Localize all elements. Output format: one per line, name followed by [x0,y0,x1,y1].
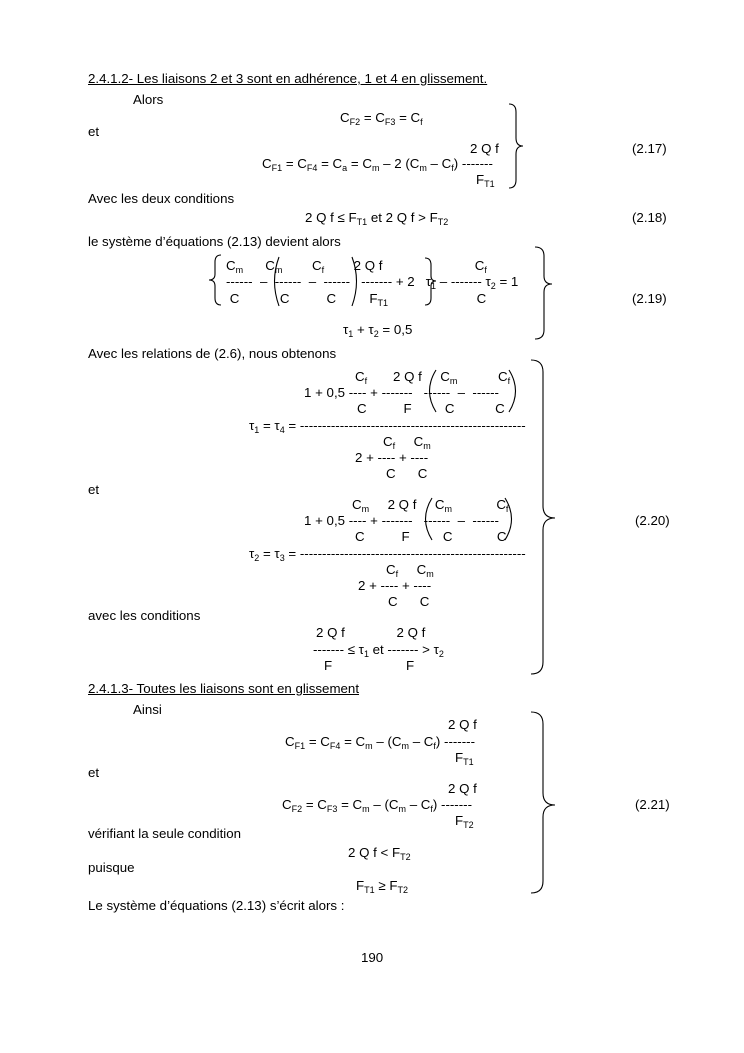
tau14-denominator-middle: 2 + ---- + ---- [355,450,429,465]
tau14-fraction-line: $\tau_1 = \tau_4$ = --------------------------------------------------- [249,418,526,435]
fraction-numerator-2qf: 2 Q f [470,141,499,156]
tau14-denominator-top: $C_f$ $C_m$ [383,434,431,451]
brace-2-17 [509,104,523,188]
equation-number-2-21: (2.21) [635,797,670,812]
condition-top: 2 Q f 2 Q f [316,625,426,640]
condition-ft1-ft2: $F_{T1} \ge F_{T2}$ [356,878,408,895]
text-et-2: et [88,482,100,497]
tau14-numerator-middle: 1 + 0,5 ---- + ------- ------ – ------ [304,385,499,400]
section-heading-2-4-1-2: 2.4.1.2- Les liaisons 2 et 3 sont en adhérence, 1 et 4 en glissement. [88,71,488,86]
page-number: 190 [361,950,384,965]
text-systeme-ecrit: Le système d’équations (2.13) s’écrit alors : [88,898,345,913]
tau23-numerator-middle: 1 + 0,5 ---- + ------- ------ – ------ [304,513,499,528]
tau23-denominator-bottom: C C [388,594,430,609]
text-avec-relations: Avec les relations de (2.6), nous obtenons [88,346,337,361]
condition-bottom: F F [324,658,415,673]
equation-tau-sum: $\tau_1 + \tau_2 = 0,5$ [343,322,413,339]
paren-2-19-left [275,257,280,306]
paren-tau23-left [426,498,433,540]
brace-2-20 [531,360,555,674]
tau14-numerator-top: $C_f$ 2 Q f $C_m$ $C_f$ [355,369,511,386]
fraction1-numerator: 2 Q f [448,717,477,732]
conditions-2-18: 2 Q $f \le F_{T1}$ et 2 Q $f > F_{T2}$ [305,210,449,227]
tau23-denominator-top: $C_f$ $C_m$ [386,562,434,579]
fraction2-numerator: 2 Q f [448,781,477,796]
tau23-denominator-middle: 2 + ---- + ---- [358,578,432,593]
paren-tau23-right [505,498,512,540]
text-avec-deux-conditions: Avec les deux conditions [88,191,235,206]
equation-cf2-cf3-glissement: $C_{F2} = C_{F3} = C_m - (C_m - C_f)$ ------- [282,797,473,814]
text-puisque: puisque [88,860,135,875]
equation-number-2-17: (2.17) [632,141,667,156]
equation-number-2-19: (2.19) [632,291,667,306]
condition-middle: ------- ≤ $\tau_1$ et ------- > $\tau_2$ [313,642,444,659]
brace-2-19-right [535,247,552,339]
brace-2-19-inner [425,258,436,305]
paren-2-19-right [352,257,357,306]
system-2-19-bottom: C C C $F_{T1}$ C [226,291,487,308]
text-et-1: et [88,124,100,139]
tau23-numerator-bottom: C F C C [355,529,507,544]
fraction1-denominator: $F_{T1}$ [455,750,474,767]
tau14-numerator-bottom: C F C C [357,401,505,416]
fraction2-denominator: $F_{T2}$ [455,813,474,830]
text-avec-les-conditions: avec les conditions [88,608,201,623]
text-systeme-devient: le système d’équations (2.13) devient alors [88,234,341,249]
system-2-19-top: $C_m$ $C_m$ $C_f$ 2 Q f $C_f$ [226,258,487,275]
condition-2qf-ft2: 2 Q $f < F_{T2}$ [348,845,411,862]
system-2-19-middle: ------ – ------ – ------ ------- + 2 $\tau_1$ – ------- $\tau_2 = 1$ [226,274,519,291]
equation-cf1-cf4: $C_{F1} = C_{F4} = C_a = C_m - 2$ $(C_m - C_f)$ ------- [262,156,493,173]
brace-2-19-left [209,255,221,305]
text-et-3: et [88,765,100,780]
equation-number-2-20: (2.20) [635,513,670,528]
tau14-denominator-bottom: C C [386,466,428,481]
paren-tau14-left [430,370,437,412]
text-ainsi: Ainsi [133,702,162,717]
brace-2-21 [531,712,555,893]
equation-cf2-cf3: $C_{F2} = C_{F3} = C_f$ [340,110,423,127]
paren-tau14-right [509,370,516,412]
tau23-numerator-top: $C_m$ 2 Q f $C_m$ $C_f$ [352,497,509,514]
text-verifiant: vérifiant la seule condition [88,826,242,841]
equation-number-2-18: (2.18) [632,210,667,225]
equation-cf1-cf4-glissement: $C_{F1} = C_{F4} = C_m - (C_m - C_f)$ ------- [285,734,476,751]
section-heading-2-4-1-3: 2.4.1.3- Toutes les liaisons sont en glissement [88,681,360,696]
fraction-denominator-ft1: $F_{T1}$ [476,172,495,189]
text-alors: Alors [133,92,164,107]
tau23-fraction-line: $\tau_2 = \tau_3$ = --------------------------------------------------- [249,546,526,563]
